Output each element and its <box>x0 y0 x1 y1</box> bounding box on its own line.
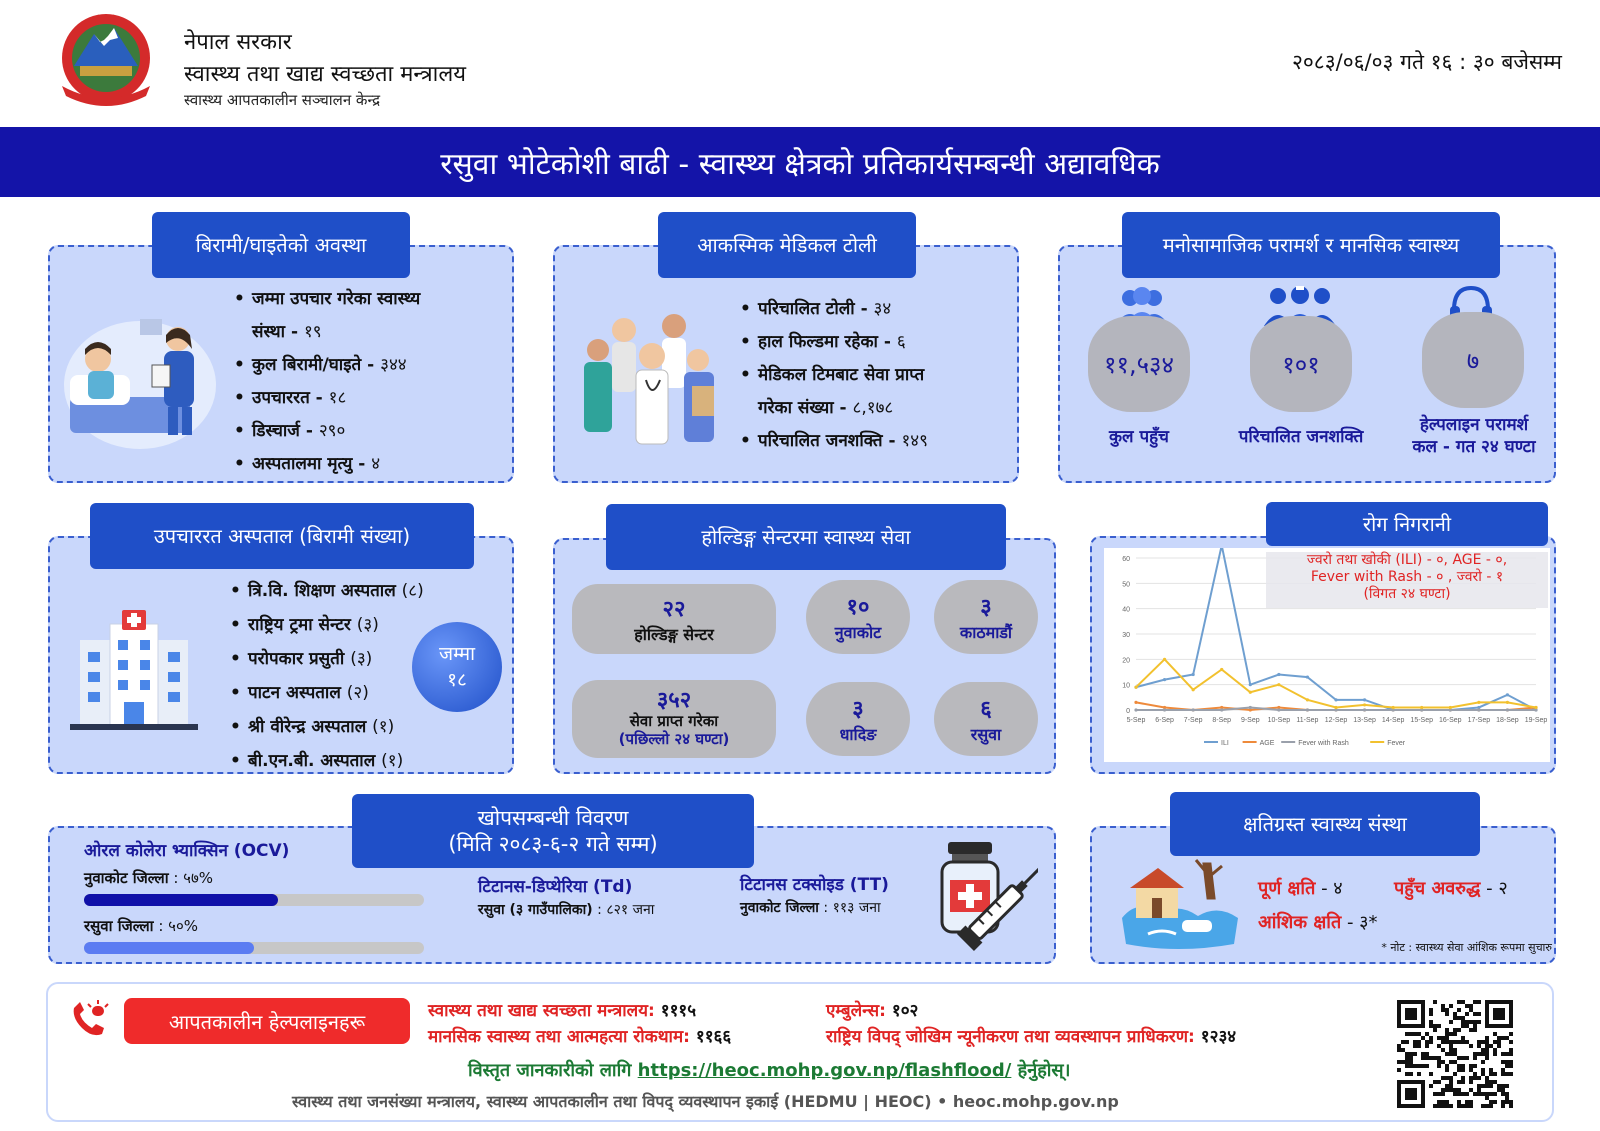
medical-team-title: आकस्मिक मेडिकल टोली <box>658 212 916 278</box>
psychosocial-stat-staff-label: परिचालित जनशक्ति <box>1238 427 1364 447</box>
tt-detail: नुवाकोट जिल्ला : ११३ जना <box>740 900 881 916</box>
chart-point <box>1163 708 1166 711</box>
chart-point <box>1192 708 1195 711</box>
chart-x-tick-label: 15-Sep <box>1410 717 1434 724</box>
td-detail: रसुवा (३ गाउँपालिका) : ८२१ जना <box>478 902 655 918</box>
surveillance-note: ज्वरो तथा खोकी (ILI) - ०, AGE - ०, Fever with Rash - ० , ज्वरो - १ (विगत २४ घण्टा) <box>1266 552 1548 608</box>
emergency-helplines-button[interactable]: आपतकालीन हेल्पलाइनहरू <box>124 998 410 1044</box>
chart-point <box>1392 706 1395 709</box>
list-item: • त्रि.वि. शिक्षण अस्पताल (८) <box>228 574 424 608</box>
hospitals-title: उपचाररत अस्पताल (बिरामी संख्या) <box>90 503 474 569</box>
damaged-note: * नोट : स्वास्थ्य सेवा आंशिक रूपमा सुचारु <box>1381 941 1552 954</box>
chart-x-tick-label: 17-Sep <box>1467 717 1491 724</box>
chart-point <box>1163 678 1166 681</box>
chart-point <box>1363 708 1366 711</box>
chart-x-tick-label: 6-Sep <box>1155 717 1174 724</box>
chart-point <box>1249 683 1252 686</box>
chart-point <box>1334 698 1337 701</box>
chart-x-tick-label: 14-Sep <box>1381 717 1405 724</box>
report-datetime: २०८३/०६/०३ गते १६ : ३० बजेसम्म <box>1291 50 1562 74</box>
damaged-title: क्षतिग्रस्त स्वास्थ्य संस्था <box>1170 792 1480 856</box>
chart-legend-label: AGE <box>1259 740 1275 747</box>
psychosocial-stat-reach-label: कुल पहुँच <box>1109 427 1169 447</box>
list-item: • पाटन अस्पताल (२) <box>228 676 424 710</box>
chart-x-tick-label: 12-Sep <box>1324 717 1348 724</box>
patients-title: बिरामी/घाइतेको अवस्था <box>152 212 410 278</box>
list-item: • परिचालित जनशक्ति - १४९ <box>738 425 928 458</box>
holding-title: होल्डिङ्ग सेन्टरमा स्वास्थ्य सेवा <box>606 504 1006 570</box>
holding-district-nuwakot: १० नुवाकोट <box>806 580 910 654</box>
chart-point <box>1163 658 1166 661</box>
list-item: • मेडिकल टिमबाट सेवा प्राप्त गरेका संख्या - ८,१७८ <box>738 359 928 425</box>
damaged-full: पूर्ण क्षति - ४ <box>1258 878 1343 899</box>
chart-legend-label: ILI <box>1221 740 1229 747</box>
chart-y-tick-label: 20 <box>1122 657 1130 665</box>
chart-point <box>1134 708 1137 711</box>
helpline-ministry: स्वास्थ्य तथा खाद्य स्वच्छता मन्त्रालय: १११५ <box>428 1001 697 1021</box>
hospitals-list <box>228 574 424 778</box>
chart-point <box>1363 698 1366 701</box>
chart-y-tick-label: 40 <box>1122 606 1130 614</box>
list-item: • राष्ट्रिय ट्रमा सेन्टर (३) <box>228 608 424 642</box>
org-name-line1: नेपाल सरकार <box>184 30 292 55</box>
vaccination-title: खोपसम्बन्धी विवरण (मिति २०८३-६-२ गते सम्म) <box>352 794 754 868</box>
tt-title: टिटानस टक्सोइड (TT) <box>740 875 889 895</box>
chart-point <box>1249 691 1252 694</box>
chart-point <box>1306 675 1309 678</box>
chart-point <box>1277 708 1280 711</box>
surveillance-title: रोग निगरानी <box>1266 502 1548 546</box>
qr-code-icon[interactable] <box>1396 1000 1514 1108</box>
damaged-access-blocked: पहुँच अवरुद्ध - २ <box>1394 878 1508 899</box>
ocv-rasuwa-progress-fill <box>84 942 254 954</box>
chart-point <box>1420 706 1423 709</box>
chart-point <box>1477 708 1480 711</box>
medical-team-illustration-icon <box>574 300 734 448</box>
ocv-title: ओरल कोलेरा भ्याक्सिन (OCV) <box>84 841 290 861</box>
ocv-nuwakot-label: नुवाकोट जिल्ला : ५७% <box>84 869 214 887</box>
chart-point <box>1134 686 1137 689</box>
org-name-line3: स्वास्थ्य आपतकालीन सञ्चालन केन्द्र <box>184 91 381 109</box>
chart-x-tick-label: 18-Sep <box>1496 717 1519 724</box>
chart-x-tick-label: 13-Sep <box>1353 717 1376 724</box>
chart-x-tick-label: 8-Sep <box>1212 717 1232 724</box>
chart-y-tick-label: 10 <box>1122 682 1130 690</box>
list-item: • अस्पतालमा मृत्यु - ४ <box>232 448 420 481</box>
holding-served-stat: ३५२ सेवा प्राप्त गरेका (पछिल्लो २४ घण्टा) <box>572 680 776 758</box>
holding-district-rasuwa: ६ रसुवा <box>934 682 1038 756</box>
chart-legend-label: Fever <box>1387 740 1406 747</box>
chart-point <box>1306 698 1309 701</box>
list-item: • श्री वीरेन्द्र अस्पताल (१) <box>228 710 424 744</box>
psychosocial-stat-helpline: ७ <box>1422 312 1524 408</box>
psychosocial-stat-staff: १०१ <box>1250 316 1352 412</box>
hospitals-total-badge: जम्मा १८ <box>412 622 502 712</box>
patients-list <box>232 283 420 481</box>
emergency-phone-icon <box>68 998 110 1038</box>
helpline-disaster-authority: राष्ट्रिय विपद् जोखिम न्यूनीकरण तथा व्यवस्थापन प्राधिकरण: १२३४ <box>826 1027 1237 1047</box>
chart-legend-label: Fever with Rash <box>1298 740 1349 747</box>
td-title: टिटानस-डिप्थेरिया (Td) <box>478 877 633 897</box>
chart-point <box>1192 673 1195 676</box>
holding-district-kathmandu: ३ काठमाडौं <box>934 580 1038 654</box>
chart-point <box>1534 706 1537 709</box>
damaged-partial: आंशिक क्षति - ३* <box>1258 912 1378 933</box>
ocv-rasuwa-label: रसुवा जिल्ला : ५०% <box>84 917 199 935</box>
chart-point <box>1506 693 1509 696</box>
helpline-mental-health: मानसिक स्वास्थ्य तथा आत्महत्या रोकथाम: ११६६ <box>428 1027 732 1047</box>
hospital-building-icon <box>70 610 198 732</box>
list-item: • कुल बिरामी/घाइते - ३४४ <box>232 349 420 382</box>
psychosocial-stat-reach: ११,५३४ <box>1088 316 1190 412</box>
footer-info: विस्तृत जानकारीको लागि https://heoc.mohp.gov.np/flashflood/ हेर्नुहोस्। <box>468 1060 1071 1081</box>
list-item: • डिस्चार्ज - २९० <box>232 415 420 448</box>
helpline-ambulance: एम्बुलेन्स: १०२ <box>826 1001 919 1021</box>
chart-x-tick-label: 10-Sep <box>1267 717 1291 724</box>
nepal-emblem-icon <box>46 10 166 110</box>
chart-point <box>1277 683 1280 686</box>
chart-x-tick-label: 16-Sep <box>1438 717 1462 724</box>
chart-point <box>1506 708 1509 711</box>
list-item: • बी.एन.बी. अस्पताल (१) <box>228 744 424 778</box>
chart-y-tick-label: 30 <box>1122 632 1130 639</box>
chart-point <box>1277 673 1280 676</box>
list-item: • जम्मा उपचार गरेका स्वास्थ्य संस्था - १९ <box>232 283 420 349</box>
chart-x-tick-label: 19-Sep <box>1524 717 1548 724</box>
page-title: रसुवा भोटेकोशी बाढी - स्वास्थ्य क्षेत्रको प्रतिकार्यसम्बन्धी अद्यावधिक <box>440 146 1160 182</box>
chart-x-tick-label: 5-Sep <box>1126 717 1146 724</box>
holding-district-dhading: ३ धादिङ <box>806 682 910 756</box>
footer-bottom-line: स्वास्थ्य तथा जनसंख्या मन्त्रालय, स्वास्थ्य आपतकालीन तथा विपद् व्यवस्थापन इकाई (HEDMU | HEOC) • heoc.mohp.gov.np <box>292 1092 1119 1111</box>
page-title-banner <box>0 127 1600 197</box>
patient-nurse-illustration-icon <box>60 305 220 450</box>
chart-point <box>1449 706 1452 709</box>
chart-y-tick-label: 60 <box>1122 556 1130 563</box>
flashflood-link[interactable]: https://heoc.mohp.gov.np/flashflood/ <box>637 1060 1012 1081</box>
list-item: • परोपकार प्रसुती (३) <box>228 642 424 676</box>
chart-x-tick-label: 11-Sep <box>1296 717 1319 724</box>
vaccine-syringe-icon <box>938 840 1038 952</box>
chart-point <box>1306 708 1309 711</box>
ocv-nuwakot-progress <box>84 894 424 906</box>
chart-point <box>1249 706 1252 709</box>
chart-point <box>1220 708 1223 711</box>
chart-point <box>1477 701 1480 704</box>
psychosocial-title: मनोसामाजिक परामर्श र मानसिक स्वास्थ्य <box>1122 212 1500 278</box>
org-name-line2: स्वास्थ्य तथा खाद्य स्वच्छता मन्त्रालय <box>184 62 467 87</box>
medical-team-list <box>738 293 928 458</box>
chart-y-tick-label: 0 <box>1126 708 1130 715</box>
ocv-rasuwa-progress <box>84 942 424 954</box>
list-item: • उपचाररत - १८ <box>232 382 420 415</box>
psychosocial-stat-helpline-label: हेल्पलाइन परामर्श कल - गत २४ घण्टा <box>1412 415 1536 457</box>
list-item: • हाल फिल्डमा रहेका - ६ <box>738 326 928 359</box>
chart-point <box>1220 668 1223 671</box>
list-item: • परिचालित टोली - ३४ <box>738 293 928 326</box>
chart-x-tick-label: 7-Sep <box>1183 717 1203 724</box>
chart-point <box>1334 706 1337 709</box>
ocv-nuwakot-progress-fill <box>84 894 278 906</box>
chart-x-tick-label: 9-Sep <box>1240 717 1260 724</box>
chart-point <box>1363 703 1366 706</box>
chart-point <box>1506 701 1509 704</box>
chart-point <box>1134 701 1137 704</box>
flood-house-icon <box>1118 858 1242 950</box>
chart-y-tick-label: 50 <box>1122 581 1130 589</box>
holding-centers-stat: २२ होल्डिङ्ग सेन्टर <box>572 584 776 654</box>
chart-point <box>1192 688 1195 691</box>
